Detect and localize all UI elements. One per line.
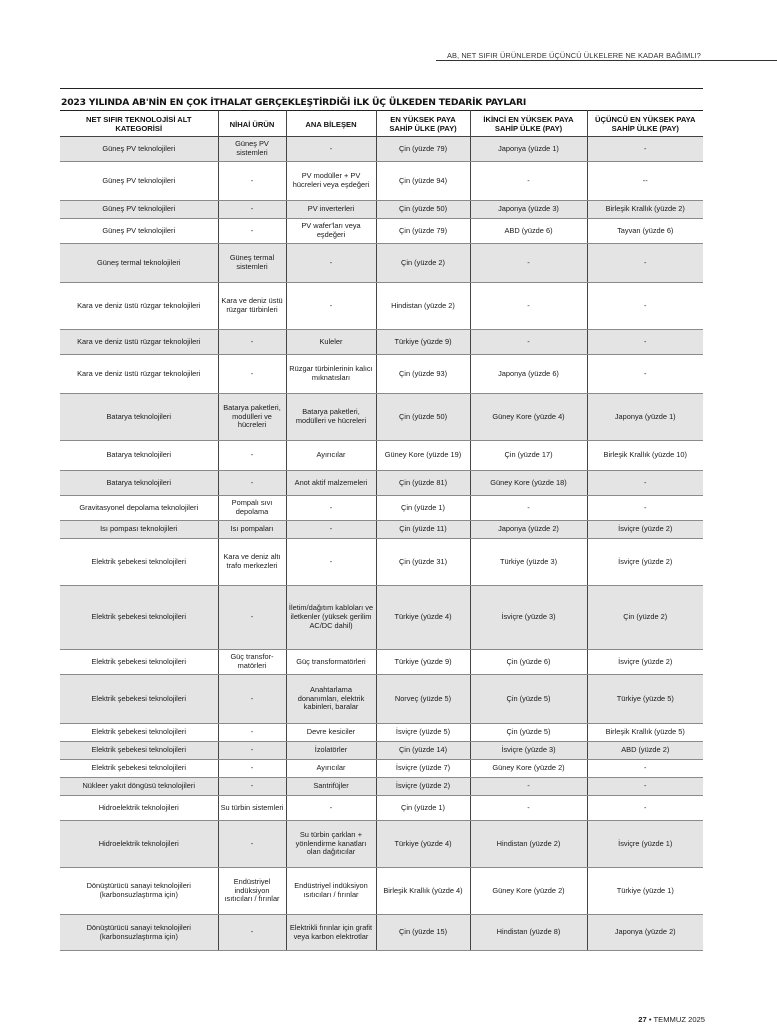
cell-final-product: -	[218, 219, 286, 244]
header-top-country: EN YÜKSEK PAYA SAHİP ÜLKE (PAY)	[376, 111, 470, 137]
cell-subcategory: Elektrik şebekesi teknolojileri	[60, 586, 218, 650]
cell-final-product: -	[218, 330, 286, 355]
cell-subcategory: Elektrik şebekesi teknolojileri	[60, 650, 218, 675]
cell-second-country: Japonya (yüzde 3)	[470, 201, 587, 219]
cell-second-country: Türkiye (yüzde 3)	[470, 539, 587, 586]
cell-second-country: Çin (yüzde 17)	[470, 441, 587, 471]
cell-main-component: -	[286, 283, 376, 330]
cell-third-country: --	[587, 162, 703, 201]
cell-main-component: Kuleler	[286, 330, 376, 355]
cell-main-component: -	[286, 796, 376, 821]
cell-main-component: Ayırıcılar	[286, 441, 376, 471]
cell-final-product: Batarya paketleri, modülleri ve hücreleri	[218, 394, 286, 441]
table-row	[60, 586, 703, 650]
cell-third-country: -	[587, 137, 703, 162]
table-row	[60, 471, 703, 496]
table-row	[60, 330, 703, 355]
cell-final-product: Güç transfor-matörleri	[218, 650, 286, 675]
cell-third-country: İsviçre (yüzde 2)	[587, 521, 703, 539]
cell-final-product: Kara ve deniz altı trafo merkezleri	[218, 539, 286, 586]
cell-subcategory: Güneş PV teknolojileri	[60, 201, 218, 219]
cell-subcategory: Kara ve deniz üstü rüzgar teknolojileri	[60, 330, 218, 355]
cell-third-country: -	[587, 355, 703, 394]
cell-third-country: Tayvan (yüzde 6)	[587, 219, 703, 244]
cell-third-country: İsviçre (yüzde 2)	[587, 539, 703, 586]
cell-top-country: Birleşik Krallık (yüzde 4)	[376, 868, 470, 915]
cell-second-country: -	[470, 330, 587, 355]
table-row	[60, 496, 703, 521]
header-final-product: NİHAİ ÜRÜN	[218, 111, 286, 137]
cell-main-component: Santrifüjler	[286, 778, 376, 796]
cell-subcategory: Batarya teknolojileri	[60, 471, 218, 496]
cell-top-country: Çin (yüzde 93)	[376, 355, 470, 394]
cell-main-component: Anot aktif malzemeleri	[286, 471, 376, 496]
cell-top-country: Çin (yüzde 50)	[376, 201, 470, 219]
cell-second-country: Güney Kore (yüzde 18)	[470, 471, 587, 496]
cell-second-country: -	[470, 283, 587, 330]
cell-main-component: -	[286, 496, 376, 521]
cell-main-component: Endüstriyel indüksiyon ısıtıcıları / fırınlar	[286, 868, 376, 915]
cell-second-country: -	[470, 244, 587, 283]
cell-subcategory: Batarya teknolojileri	[60, 394, 218, 441]
table-row	[60, 650, 703, 675]
page-footer	[638, 1015, 705, 1024]
cell-subcategory: Hidroelektrik teknolojileri	[60, 821, 218, 868]
cell-main-component: PV modüller + PV hücreleri veya eşdeğeri	[286, 162, 376, 201]
cell-subcategory: Elektrik şebekesi teknolojileri	[60, 760, 218, 778]
cell-second-country: -	[470, 162, 587, 201]
cell-top-country: İsviçre (yüzde 7)	[376, 760, 470, 778]
cell-top-country: Çin (yüzde 15)	[376, 915, 470, 951]
cell-top-country: İsviçre (yüzde 5)	[376, 724, 470, 742]
table-row	[60, 868, 703, 915]
cell-second-country: Hindistan (yüzde 2)	[470, 821, 587, 868]
cell-subcategory: Hidroelektrik teknolojileri	[60, 796, 218, 821]
cell-top-country: Türkiye (yüzde 9)	[376, 650, 470, 675]
cell-top-country: Çin (yüzde 50)	[376, 394, 470, 441]
cell-top-country: Çin (yüzde 81)	[376, 471, 470, 496]
cell-second-country: Çin (yüzde 5)	[470, 675, 587, 724]
cell-second-country: Çin (yüzde 6)	[470, 650, 587, 675]
cell-third-country: İsviçre (yüzde 2)	[587, 650, 703, 675]
cell-subcategory: Elektrik şebekesi teknolojileri	[60, 539, 218, 586]
cell-third-country: -	[587, 496, 703, 521]
cell-final-product: Endüstriyel indüksiyon ısıtıcıları / fırınlar	[218, 868, 286, 915]
cell-third-country: -	[587, 796, 703, 821]
cell-top-country: Çin (yüzde 11)	[376, 521, 470, 539]
cell-top-country: Hindistan (yüzde 2)	[376, 283, 470, 330]
cell-top-country: Çin (yüzde 14)	[376, 742, 470, 760]
cell-subcategory: Dönüştürücü sanayi teknolojileri (karbonsuzlaştırma için)	[60, 915, 218, 951]
cell-third-country: Birleşik Krallık (yüzde 2)	[587, 201, 703, 219]
header-main-component: ANA BİLEŞEN	[286, 111, 376, 137]
table-row	[60, 675, 703, 724]
cell-third-country: Japonya (yüzde 2)	[587, 915, 703, 951]
cell-main-component: Anahtarlama donanımları, elektrik kabinleri, baralar	[286, 675, 376, 724]
cell-top-country: Çin (yüzde 79)	[376, 137, 470, 162]
cell-second-country: Güney Kore (yüzde 2)	[470, 760, 587, 778]
cell-third-country: -	[587, 760, 703, 778]
table-header-row	[60, 111, 703, 137]
cell-final-product: Güneş termal sistemleri	[218, 244, 286, 283]
cell-third-country: -	[587, 244, 703, 283]
page-number: 27	[638, 1015, 647, 1024]
table-row	[60, 915, 703, 951]
cell-second-country: Japonya (yüzde 1)	[470, 137, 587, 162]
table-row	[60, 394, 703, 441]
cell-subcategory: Kara ve deniz üstü rüzgar teknolojileri	[60, 283, 218, 330]
cell-main-component: Batarya paketleri, modülleri ve hücreleri	[286, 394, 376, 441]
cell-third-country: Türkiye (yüzde 5)	[587, 675, 703, 724]
table-row	[60, 539, 703, 586]
cell-second-country: Japonya (yüzde 2)	[470, 521, 587, 539]
running-head-rule	[436, 60, 777, 61]
issue-date: TEMMUZ 2025	[653, 1015, 705, 1024]
cell-top-country: Çin (yüzde 94)	[376, 162, 470, 201]
cell-final-product: Kara ve deniz üstü rüzgar türbinleri	[218, 283, 286, 330]
cell-subcategory: Güneş termal teknolojileri	[60, 244, 218, 283]
cell-top-country: Türkiye (yüzde 9)	[376, 330, 470, 355]
cell-second-country: Güney Kore (yüzde 4)	[470, 394, 587, 441]
table-row	[60, 521, 703, 539]
cell-final-product: -	[218, 441, 286, 471]
cell-subcategory: Güneş PV teknolojileri	[60, 162, 218, 201]
table-row	[60, 137, 703, 162]
cell-subcategory: Gravitasyonel depolama teknolojileri	[60, 496, 218, 521]
cell-final-product: -	[218, 201, 286, 219]
cell-main-component: -	[286, 244, 376, 283]
cell-main-component: Rüzgar türbinlerinin kalıcı mıknatısları	[286, 355, 376, 394]
header-third-country: ÜÇÜNCÜ EN YÜKSEK PAYA SAHİP ÜLKE (PAY)	[587, 111, 703, 137]
footer-separator: •	[648, 1015, 652, 1024]
cell-main-component: İzolatörler	[286, 742, 376, 760]
cell-second-country: Hindistan (yüzde 8)	[470, 915, 587, 951]
cell-top-country: Çin (yüzde 31)	[376, 539, 470, 586]
cell-main-component: Devre kesiciler	[286, 724, 376, 742]
cell-second-country: İsviçre (yüzde 3)	[470, 742, 587, 760]
cell-subcategory: Güneş PV teknolojileri	[60, 219, 218, 244]
cell-subcategory: Elektrik şebekesi teknolojileri	[60, 724, 218, 742]
cell-third-country: Çin (yüzde 2)	[587, 586, 703, 650]
cell-subcategory: Nükleer yakıt döngüsü teknolojileri	[60, 778, 218, 796]
cell-third-country: -	[587, 778, 703, 796]
cell-main-component: -	[286, 539, 376, 586]
cell-final-product: -	[218, 742, 286, 760]
cell-main-component: Ayırıcılar	[286, 760, 376, 778]
cell-final-product: Pompalı sıvı depolama	[218, 496, 286, 521]
cell-subcategory: Kara ve deniz üstü rüzgar teknolojileri	[60, 355, 218, 394]
cell-third-country: ABD (yüzde 2)	[587, 742, 703, 760]
cell-third-country: Japonya (yüzde 1)	[587, 394, 703, 441]
cell-final-product: -	[218, 821, 286, 868]
cell-third-country: Türkiye (yüzde 1)	[587, 868, 703, 915]
cell-final-product: -	[218, 778, 286, 796]
table-row	[60, 724, 703, 742]
table-title: 2023 YILINDA AB'NİN EN ÇOK İTHALAT GERÇEKLEŞTİRDİĞİ İLK ÜÇ ÜLKEDEN TEDARİK PAYLARI	[61, 97, 527, 108]
cell-subcategory: Isı pompası teknolojileri	[60, 521, 218, 539]
cell-top-country: Çin (yüzde 2)	[376, 244, 470, 283]
cell-final-product: Isı pompaları	[218, 521, 286, 539]
cell-subcategory: Dönüştürücü sanayi teknolojileri (karbonsuzlaştırma için)	[60, 868, 218, 915]
table-row	[60, 162, 703, 201]
supply-share-table	[60, 110, 703, 951]
table-row	[60, 219, 703, 244]
cell-second-country: İsviçre (yüzde 3)	[470, 586, 587, 650]
table-row	[60, 283, 703, 330]
table-row	[60, 244, 703, 283]
cell-second-country: -	[470, 778, 587, 796]
supply-share-table-section	[60, 88, 703, 951]
table-body	[60, 137, 703, 951]
cell-second-country: Güney Kore (yüzde 2)	[470, 868, 587, 915]
cell-third-country: İsviçre (yüzde 1)	[587, 821, 703, 868]
cell-second-country: -	[470, 796, 587, 821]
cell-third-country: -	[587, 471, 703, 496]
cell-main-component: Su türbin çarkları + yönlendirme kanatları olan dağıtıcılar	[286, 821, 376, 868]
cell-final-product: -	[218, 675, 286, 724]
cell-subcategory: Elektrik şebekesi teknolojileri	[60, 675, 218, 724]
table-row	[60, 441, 703, 471]
cell-top-country: Çin (yüzde 79)	[376, 219, 470, 244]
cell-subcategory: Batarya teknolojileri	[60, 441, 218, 471]
cell-second-country: Çin (yüzde 5)	[470, 724, 587, 742]
running-head: AB, NET SIFIR ÜRÜNLERDE ÜÇÜNCÜ ÜLKELERE NE KADAR BAĞIMLI?	[446, 51, 701, 60]
cell-final-product: -	[218, 724, 286, 742]
cell-second-country: ABD (yüzde 6)	[470, 219, 587, 244]
table-row	[60, 355, 703, 394]
cell-third-country: Birleşik Krallık (yüzde 5)	[587, 724, 703, 742]
cell-top-country: Türkiye (yüzde 4)	[376, 821, 470, 868]
cell-final-product: Güneş PV sistemleri	[218, 137, 286, 162]
cell-final-product: -	[218, 355, 286, 394]
cell-final-product: -	[218, 471, 286, 496]
cell-third-country: -	[587, 283, 703, 330]
cell-top-country: Çin (yüzde 1)	[376, 796, 470, 821]
cell-subcategory: Güneş PV teknolojileri	[60, 137, 218, 162]
table-row	[60, 778, 703, 796]
table-row	[60, 201, 703, 219]
cell-third-country: Birleşik Krallık (yüzde 10)	[587, 441, 703, 471]
cell-top-country: Türkiye (yüzde 4)	[376, 586, 470, 650]
cell-main-component: Elektrikli fırınlar için grafit veya karbon elektrotlar	[286, 915, 376, 951]
cell-top-country: Güney Kore (yüzde 19)	[376, 441, 470, 471]
table-row	[60, 742, 703, 760]
cell-second-country: Japonya (yüzde 6)	[470, 355, 587, 394]
cell-subcategory: Elektrik şebekesi teknolojileri	[60, 742, 218, 760]
table-row	[60, 796, 703, 821]
cell-main-component: -	[286, 137, 376, 162]
cell-main-component: PV inverterleri	[286, 201, 376, 219]
cell-main-component: İletim/dağıtım kabloları ve iletkenler (yüksek gerilim AC/DC dahil)	[286, 586, 376, 650]
cell-final-product: Su türbin sistemleri	[218, 796, 286, 821]
cell-final-product: -	[218, 915, 286, 951]
cell-final-product: -	[218, 760, 286, 778]
table-row	[60, 821, 703, 868]
cell-top-country: Norveç (yüzde 5)	[376, 675, 470, 724]
cell-second-country: -	[470, 496, 587, 521]
cell-final-product: -	[218, 586, 286, 650]
cell-main-component: -	[286, 521, 376, 539]
header-second-country: İKİNCİ EN YÜKSEK PAYA SAHİP ÜLKE (PAY)	[470, 111, 587, 137]
cell-third-country: -	[587, 330, 703, 355]
cell-final-product: -	[218, 162, 286, 201]
cell-main-component: PV wafer'ları veya eşdeğeri	[286, 219, 376, 244]
cell-main-component: Güç transformatörleri	[286, 650, 376, 675]
table-row	[60, 760, 703, 778]
header-subcategory: NET SIFIR TEKNOLOJİSİ ALT KATEGORİSİ	[60, 111, 218, 137]
cell-top-country: Çin (yüzde 1)	[376, 496, 470, 521]
cell-top-country: İsviçre (yüzde 2)	[376, 778, 470, 796]
